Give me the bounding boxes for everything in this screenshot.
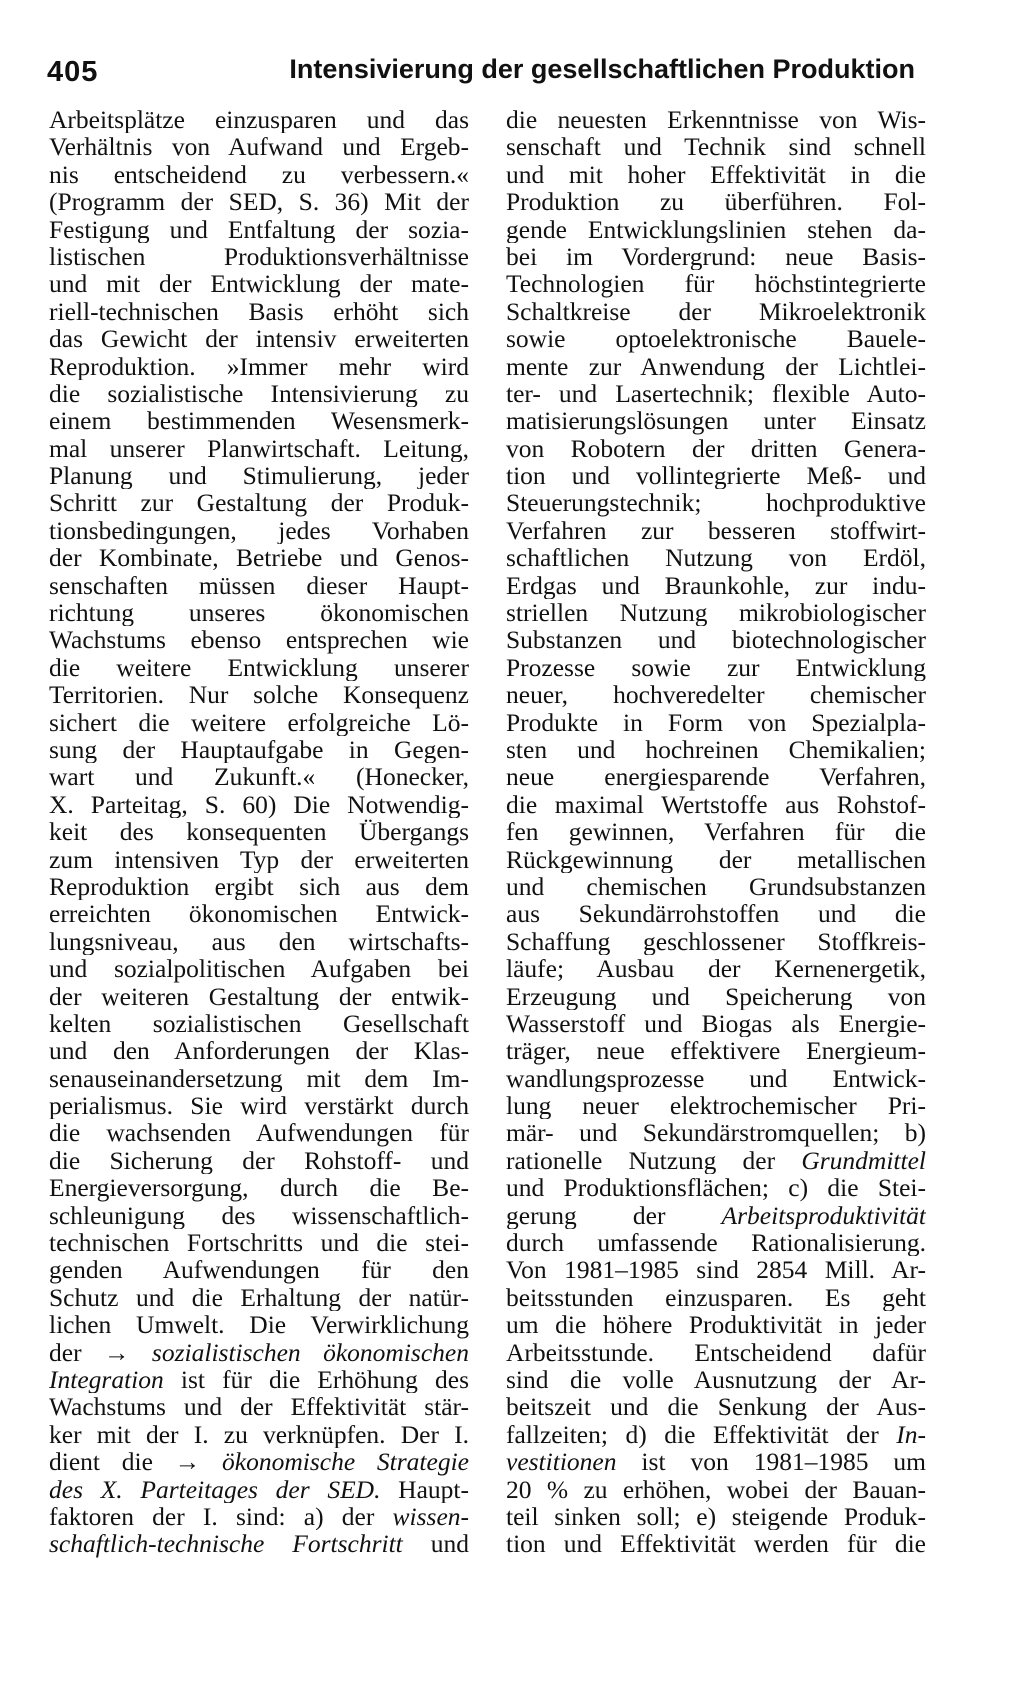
text-line [49,818,469,845]
text-line [49,709,469,736]
text-run: richtung unseres ökonomischen [49,599,469,627]
text-run: und chemischen Grundsubstanzen [506,872,926,901]
text-line [506,353,926,380]
text-run: beitsstunden einzusparen. Es geht [506,1283,926,1312]
text-line [49,243,469,270]
text-run: Von 1981–1985 sind 2854 Mill. Ar- [506,1256,926,1284]
text-run: tion und Effektivität werden für die [506,1530,926,1558]
text-line [49,380,469,407]
text-line [49,572,469,599]
text-line [506,1065,926,1092]
text-line [49,188,469,215]
text-line [49,928,469,955]
text-run: und mit der Entwicklung der mate- [49,270,469,298]
text-run: Wachstums und der Effektivität stär- [49,1393,469,1421]
text-run: und mit hoher Effektivität in die [506,160,926,189]
text-line [506,846,926,873]
text-line [506,1339,926,1366]
text-line [506,873,926,900]
text-line [49,1256,469,1283]
text-line [506,1476,926,1503]
italic-term: → sozialistischen ökonomischen [104,1338,469,1366]
text-run: ist für die Erhöhung des [163,1365,469,1394]
text-line [506,544,926,571]
text-run: und den Anforderungen der Klas- [49,1037,469,1065]
text-run: (Programm der SED, S. 36) Mit der [49,188,469,216]
text-line [49,435,469,462]
text-line [49,791,469,818]
text-run: Reproduktion. »Immer mehr wird [49,352,469,380]
text-line [49,133,469,160]
text-line [49,1229,469,1256]
text-line [506,216,926,243]
text-run: Erzeugung und Speicherung von [506,982,926,1010]
text-run: technischen Fortschritts und die stei- [49,1229,469,1257]
text-line [506,983,926,1010]
text-line [506,736,926,763]
text-run: und Produktionsflächen; c) die Stei- [506,1174,926,1202]
text-line [49,106,469,133]
text-run: Schaffung geschlossener Stoffkreis- [506,927,926,956]
italic-term: Integration [49,1365,164,1394]
text-line [49,1202,469,1229]
text-line [49,1174,469,1201]
text-run: genden Aufwendungen für den [49,1256,469,1284]
text-line [506,1037,926,1064]
text-run: und sozialpolitischen Aufgaben bei [49,955,469,983]
left-text-column [49,106,469,1558]
text-line [49,1311,469,1338]
text-line [49,846,469,873]
text-run: die weitere Entwicklung unserer [49,653,469,682]
text-line [506,763,926,790]
text-run: matisierungslösungen unter Einsatz [506,407,926,435]
text-run: Schaltkreise der Mikroelektronik [506,297,926,326]
text-run: Arbeitsplätze einzusparen und das [49,106,469,134]
text-line [49,517,469,544]
text-line [49,353,469,380]
text-run: und [402,1530,469,1558]
text-line [506,188,926,215]
text-run: fen gewinnen, Verfahren für die [506,818,926,846]
text-line [506,1311,926,1338]
text-run: neue energiesparende Verfahren, [506,763,926,791]
text-run: der weiteren Gestaltung der entwik- [49,982,469,1010]
italic-term: Grundmittel [801,1146,926,1175]
text-line [49,1530,469,1557]
text-line [49,407,469,434]
italic-term: vestitionen [506,1448,617,1476]
text-run: zum intensiven Typ der erweiterten [49,845,469,873]
text-run: Verhältnis von Aufwand und Ergeb- [49,133,469,161]
text-run: schleunigung des wissenschaftlich- [49,1201,469,1230]
page-number: 405 [47,56,99,88]
text-run: Prozesse sowie zur Entwicklung [506,653,926,682]
text-run: Wasserstoff und Biogas als Energie- [506,1009,926,1038]
text-line [49,1339,469,1366]
text-run: Festigung und Entfaltung der sozia- [49,215,469,243]
text-run: X. Parteitag, S. 60) Die Notwendig- [49,790,469,819]
text-line [49,955,469,982]
text-line [506,1393,926,1420]
text-line [49,1284,469,1311]
italic-term: schaftlich-technische Fortschritt [49,1530,403,1558]
text-run: schaftlichen Nutzung von Erdöl, [506,544,926,572]
text-run: mente zur Anwendung der Lichtlei- [506,352,926,380]
text-run: durch umfassende Rationalisierung. [506,1229,926,1257]
italic-term: des X. Parteitages der SED. [49,1475,381,1503]
text-run: senschaft und Technik sind schnell [506,133,926,161]
italic-term: In- [896,1420,926,1449]
text-line [506,325,926,352]
text-run: ter- und Lasertechnik; flexible Auto- [506,379,926,408]
text-run: sowie optoelektronische Bauele- [506,325,926,353]
text-run: Energieversorgung, durch die Be- [49,1174,469,1202]
page-header [47,48,915,92]
text-run: Territorien. Nur solche Konsequenz [49,681,469,709]
text-line [49,900,469,927]
text-run: Produkte in Form von Spezialpla- [506,708,926,736]
text-line [506,1202,926,1229]
text-line [49,654,469,681]
text-line [49,216,469,243]
text-line [49,1010,469,1037]
text-line [506,900,926,927]
text-line [506,1421,926,1448]
text-run: tionsbedingungen, jedes Vorhaben [49,516,469,545]
text-run: sind die volle Ausnutzung der Ar- [506,1365,926,1394]
text-line [49,1037,469,1064]
text-line [49,1092,469,1119]
text-line [506,407,926,434]
text-line [506,626,926,653]
text-run: senauseinandersetzung mit dem Im- [49,1064,469,1093]
text-line [506,818,926,845]
text-run: sichert die weitere erfolgreiche Lö- [49,708,469,736]
text-line [49,983,469,1010]
text-line [506,1174,926,1201]
text-run: beitszeit und die Senkung der Aus- [506,1393,926,1421]
text-line [49,544,469,571]
text-line [506,1448,926,1475]
text-run: striellen Nutzung mikrobiologischer [506,599,926,627]
text-run: nis entscheidend zu verbessern.« [49,160,469,189]
text-run: neuer, hochveredelter chemischer [506,681,926,709]
text-run: faktoren der I. sind: a) der [49,1502,393,1531]
text-line [49,1366,469,1393]
text-run: ker mit der I. zu verknüpfen. Der I. [49,1420,469,1449]
text-run: riell-technischen Basis erhöht sich [49,297,469,326]
text-line [49,873,469,900]
text-line [49,1065,469,1092]
text-run: Arbeitsstunde. Entscheidend dafür [506,1338,926,1366]
text-run: ist von 1981–1985 um [616,1448,926,1476]
text-run: fallzeiten; d) die Effektivität der [506,1420,897,1449]
text-run: Schritt zur Gestaltung der Produk- [49,489,469,517]
text-run: Reproduktion ergibt sich aus dem [49,872,469,901]
text-line [49,763,469,790]
text-line [506,1503,926,1530]
text-run: aus Sekundärrohstoffen und die [506,900,926,928]
text-line [506,517,926,544]
text-run: die Sicherung der Rohstoff- und [49,1146,469,1175]
text-run: der Kombinate, Betriebe und Genos- [49,544,469,572]
text-run: die neuesten Erkenntnisse von Wis- [506,106,926,134]
text-line [49,1448,469,1475]
text-run: mal unserer Planwirtschaft. Leitung, [49,434,469,463]
text-run: teil sinken soll; e) steigende Produk- [506,1502,926,1531]
text-line [506,380,926,407]
text-line [506,489,926,516]
text-run: Steuerungstechnik; hochproduktive [506,489,926,517]
text-line [506,572,926,599]
text-line [49,1393,469,1420]
text-line [506,1284,926,1311]
text-line [506,791,926,818]
text-line [506,270,926,297]
text-line [49,270,469,297]
text-run: das Gewicht der intensiv erweiterten [49,325,469,353]
text-run: Haupt- [380,1475,469,1503]
text-line [49,161,469,188]
text-line [49,1476,469,1503]
text-run: einem bestimmenden Wesensmerk- [49,407,469,435]
text-line [506,654,926,681]
text-line [506,681,926,708]
text-run: sung der Hauptaufgabe in Gegen- [49,735,469,764]
text-run: tion und vollintegrierte Meß- und [506,462,926,490]
text-run: senschaften müssen dieser Haupt- [49,571,469,600]
text-line [506,709,926,736]
text-run: Schutz und die Erhaltung der natür- [49,1283,469,1312]
right-text-column [506,106,926,1558]
text-line [506,599,926,626]
text-run: wart und Zukunft.« (Honecker, [49,763,469,791]
text-run: Wachstums ebenso entsprechen wie [49,626,469,654]
text-run: die maximal Wertstoffe aus Rohstof- [506,790,926,819]
text-run: Verfahren zur besseren stoffwirt- [506,516,926,545]
italic-term: Arbeitsproduktivität [721,1201,926,1230]
text-run: die sozialistische Intensivierung zu [49,379,469,408]
text-run: lungsniveau, aus den wirtschafts- [49,927,469,956]
running-head: Intensivierung der gesellschaftlichen Produktion [289,54,915,84]
text-line [506,955,926,982]
italic-term: wissen- [392,1502,469,1531]
text-run: Produktion zu überführen. Fol- [506,188,926,216]
text-line [49,1421,469,1448]
text-run: 20 % zu erhöhen, wobei der Bauan- [506,1475,926,1503]
text-line [49,626,469,653]
text-run: dient die [49,1448,175,1476]
text-run: träger, neue effektivere Energieum- [506,1037,926,1065]
text-line [506,1256,926,1283]
text-line [506,462,926,489]
text-line [49,1147,469,1174]
text-line [506,1229,926,1256]
text-run: sten und hochreinen Chemikalien; [506,735,926,764]
text-line [506,161,926,188]
text-run: keit des konsequenten Übergangs [49,818,469,846]
italic-term: → ökonomische Strategie [174,1448,469,1476]
text-line [506,1530,926,1557]
text-run: Planung und Stimulierung, jeder [49,462,469,490]
text-line [506,298,926,325]
text-line [49,298,469,325]
text-line [506,106,926,133]
text-line [506,1092,926,1119]
text-run: lichen Umwelt. Die Verwirklichung [49,1311,469,1339]
text-run: perialismus. Sie wird verstärkt durch [49,1092,469,1120]
text-run: erreichten ökonomischen Entwick- [49,900,469,928]
text-line [506,133,926,160]
text-run: bei im Vordergrund: neue Basis- [506,242,926,271]
text-line [49,489,469,516]
text-run: um die höhere Produktivität in jeder [506,1311,926,1339]
text-line [49,1119,469,1146]
text-line [506,1010,926,1037]
text-run: Substanzen und biotechnologischer [506,626,926,654]
text-run: lung neuer elektrochemischer Pri- [506,1092,926,1120]
text-line [506,1147,926,1174]
text-run: läufe; Ausbau der Kernenergetik, [506,955,926,983]
text-line [49,681,469,708]
text-line [49,325,469,352]
text-run: listischen Produktionsverhältnisse [49,242,469,271]
text-line [49,462,469,489]
text-line [49,599,469,626]
text-line [506,1119,926,1146]
text-run: gerung der [506,1201,722,1230]
text-run: der [49,1338,104,1366]
text-run: Technologien für höchstintegrierte [506,270,926,298]
text-run: Erdgas und Braunkohle, zur indu- [506,571,926,600]
text-run: wandlungsprozesse und Entwick- [506,1064,926,1093]
text-run: gende Entwicklungslinien stehen da- [506,215,926,243]
text-line [506,243,926,270]
text-line [506,435,926,462]
text-line [506,1366,926,1393]
text-run: kelten sozialistischen Gesellschaft [49,1009,469,1038]
text-line [506,928,926,955]
text-run: die wachsenden Aufwendungen für [49,1119,469,1147]
text-run: mär- und Sekundärstromquellen; b) [506,1119,926,1147]
text-line [49,1503,469,1530]
text-run: von Robotern der dritten Genera- [506,434,926,463]
text-line [49,736,469,763]
text-run: Rückgewinnung der metallischen [506,845,926,873]
text-run: rationelle Nutzung der [506,1146,802,1175]
